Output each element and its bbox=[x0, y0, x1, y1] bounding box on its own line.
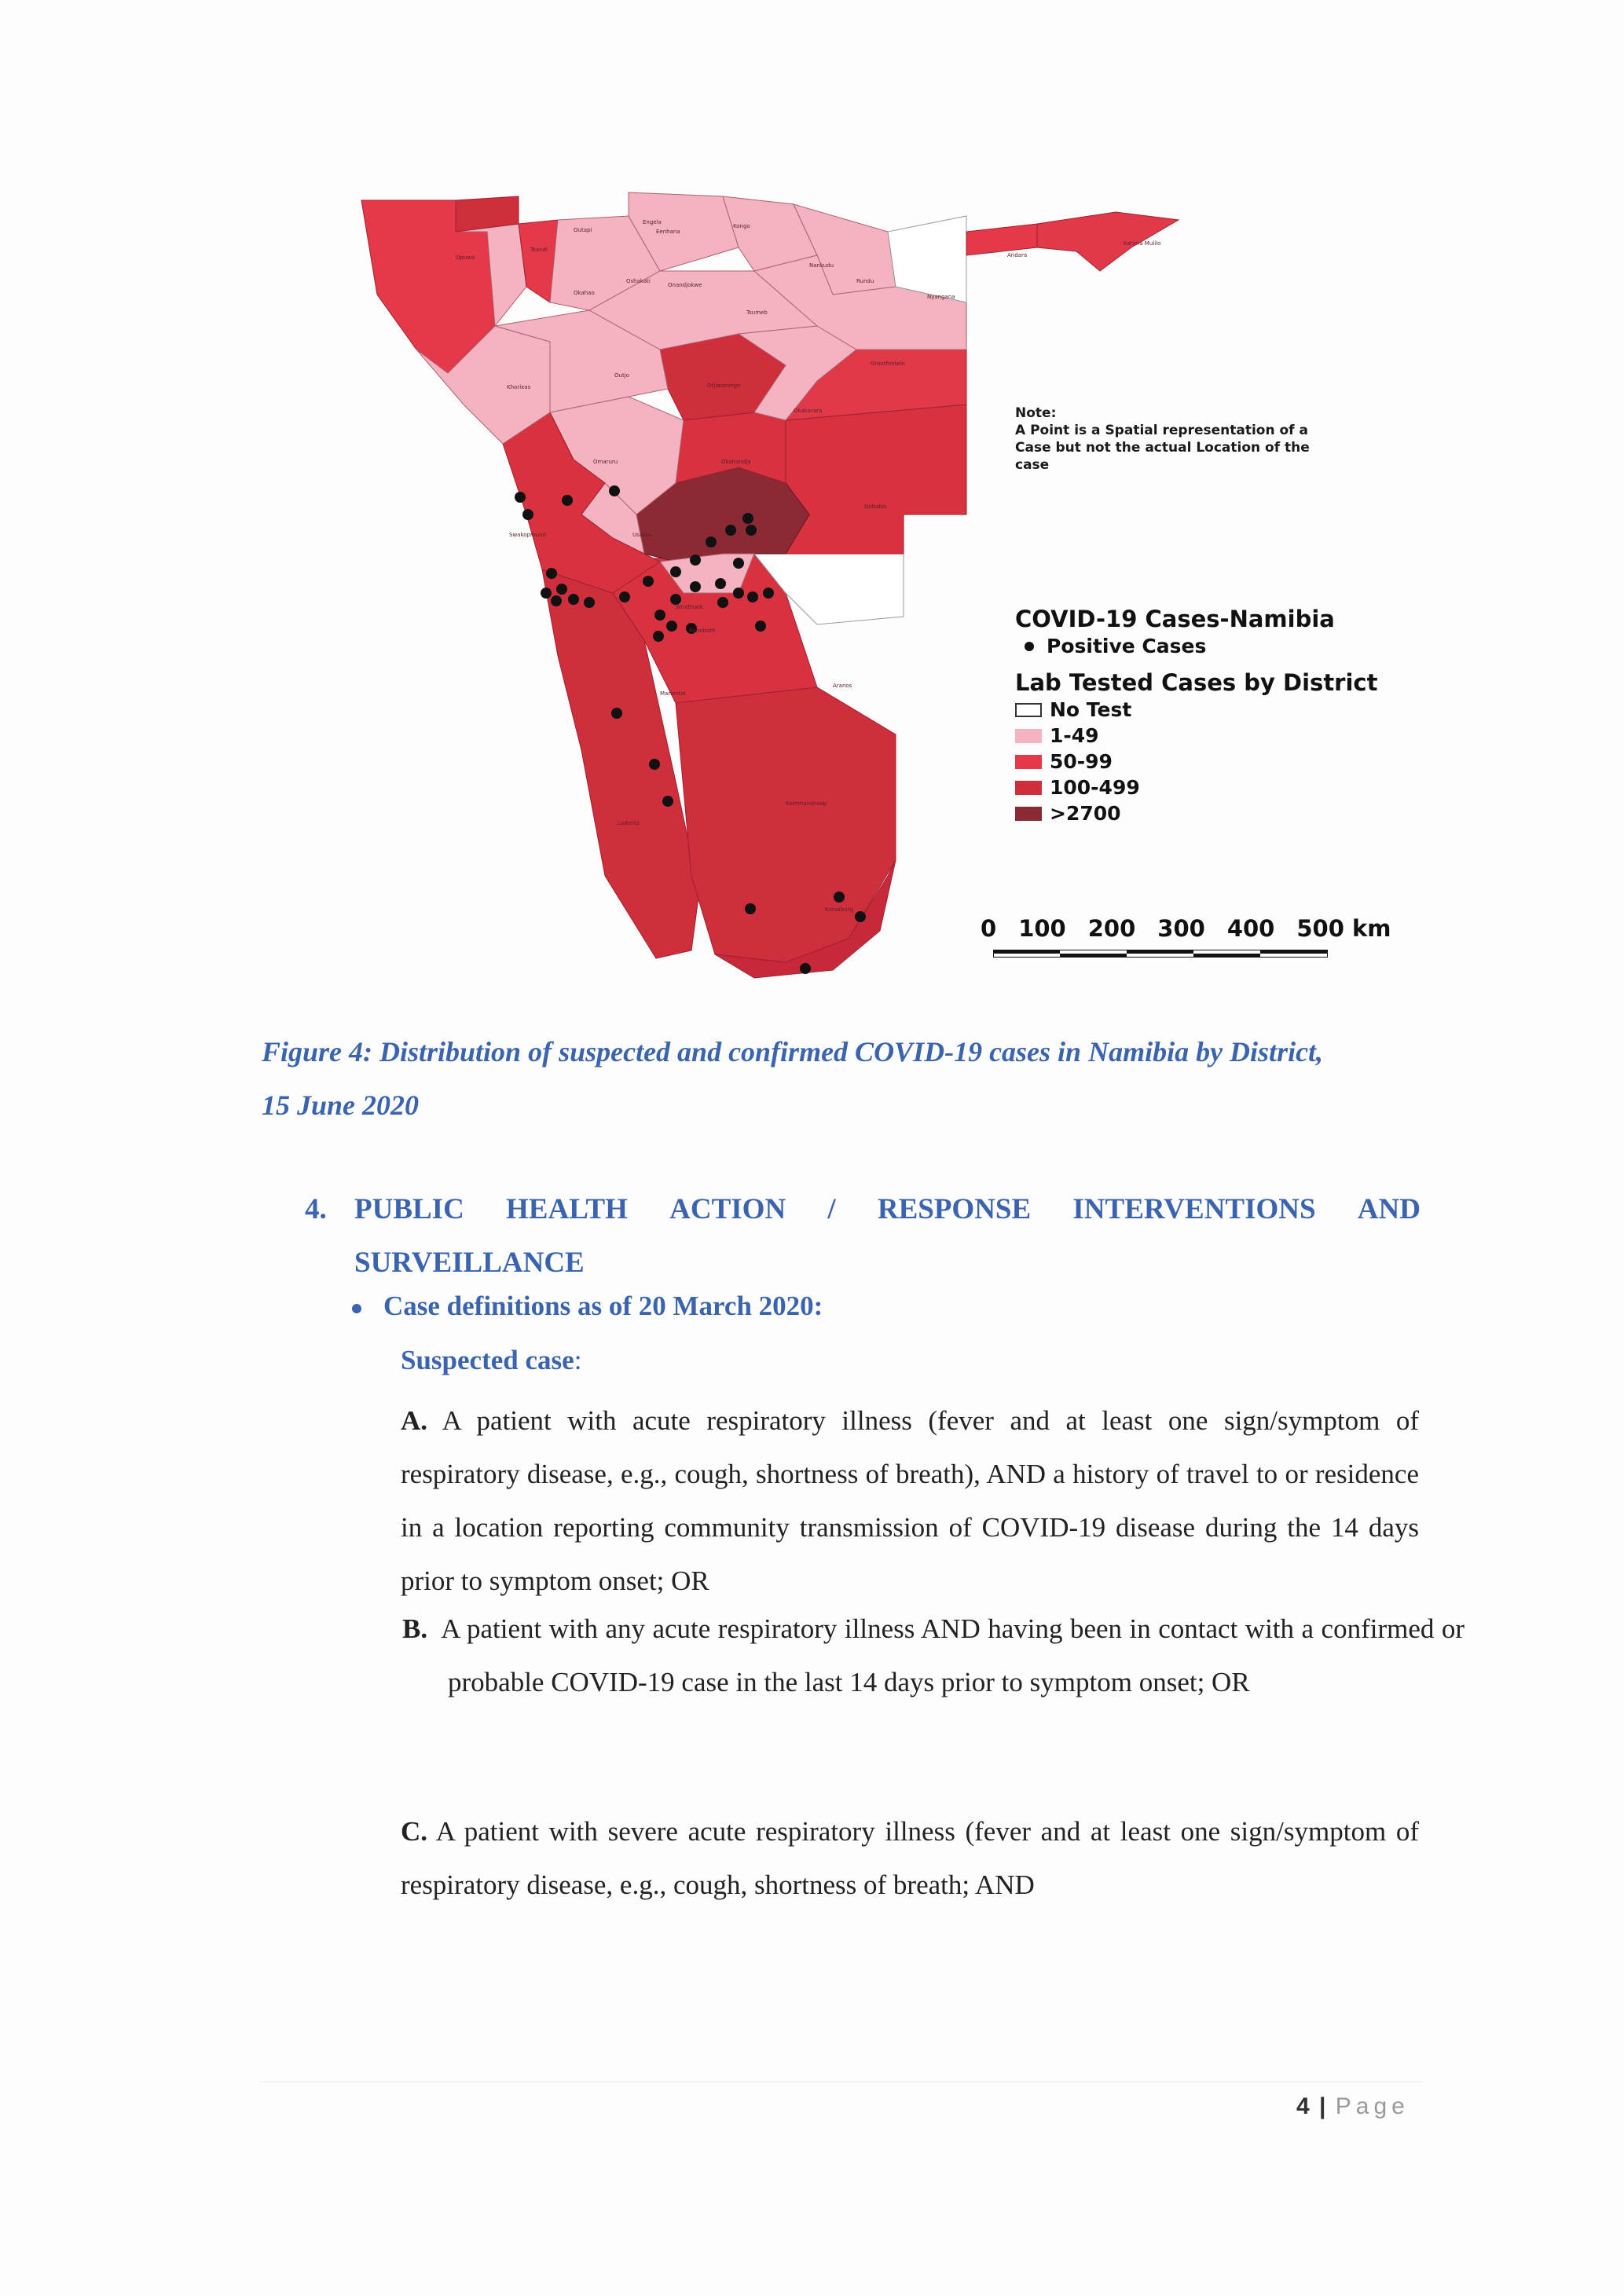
legend-swatch bbox=[1015, 729, 1042, 743]
title-word: HEALTH bbox=[506, 1193, 628, 1225]
footer-separator: | bbox=[1319, 2093, 1328, 2119]
section-number: 4. bbox=[305, 1193, 327, 1225]
district-andara bbox=[966, 224, 1037, 255]
scale-tick: 200 bbox=[1087, 915, 1136, 942]
legend-swatch bbox=[1015, 703, 1042, 717]
suspected-case-heading bbox=[401, 1345, 581, 1376]
note-line: case bbox=[1015, 457, 1050, 473]
label-mariental: Mariental bbox=[660, 690, 686, 697]
label-okakarara: Okakarara bbox=[794, 408, 823, 414]
case-point bbox=[706, 536, 717, 547]
suspected-case-label: Suspected case bbox=[401, 1345, 574, 1375]
legend-item bbox=[1015, 774, 1377, 800]
title-word: ACTION bbox=[669, 1193, 786, 1225]
case-point bbox=[755, 621, 766, 632]
scale-tick: 300 bbox=[1157, 915, 1205, 942]
definition-b-text: A patient with any acute respiratory illness AND having been in contact with a confirmed or probable COVID-19 case in the last 14 days prior to symptom onset; OR bbox=[441, 1613, 1465, 1697]
title-word: / bbox=[827, 1193, 836, 1225]
title-word: PUBLIC bbox=[354, 1193, 464, 1225]
label-karasburg: Karasburg bbox=[825, 906, 853, 913]
section-title-line-1 bbox=[354, 1182, 1421, 1237]
legend-item bbox=[1015, 697, 1377, 723]
case-point bbox=[546, 568, 557, 579]
definition-b bbox=[402, 1602, 1465, 1709]
case-point bbox=[556, 584, 567, 595]
label-onandjokwe: Onandjokwe bbox=[668, 282, 702, 288]
legend-item-label: 1-49 bbox=[1050, 724, 1099, 747]
case-point bbox=[522, 509, 533, 520]
case-point bbox=[666, 621, 677, 632]
legend-points-row bbox=[1015, 633, 1377, 659]
label-rehoboth: Rehoboth bbox=[689, 628, 716, 634]
definition-a-text: A patient with acute respiratory illness (fever and at least one sign/symptom of respiratory disease, e.g., cough, shortness of breath), AND a history of travel to or residence in a location reporting community transmission of COVID-19 disease during the 14 days prior to symptom onset; OR bbox=[401, 1405, 1419, 1596]
legend-swatch bbox=[1015, 781, 1042, 795]
label-grootfontein: Grootfontein bbox=[871, 361, 906, 367]
section-title-line-2: SURVEILLANCE bbox=[354, 1247, 585, 1279]
legend-subtitle: Lab Tested Cases by District bbox=[1015, 669, 1378, 696]
case-point bbox=[690, 555, 701, 566]
label-tsandi: Tsandi bbox=[530, 247, 548, 253]
definition-c-text: A patient with severe acute respiratory illness (fever and at least one sign/symptom of respiratory disease, e.g., cough, shortness of breath; AND bbox=[401, 1816, 1419, 1900]
case-point bbox=[733, 558, 744, 569]
caption-line-2: 15 June 2020 bbox=[262, 1089, 420, 1121]
case-point bbox=[611, 708, 622, 719]
label-oshakati: Oshakati bbox=[626, 278, 651, 284]
label-kongo: Kongo bbox=[733, 223, 750, 229]
case-point bbox=[649, 759, 660, 770]
label-aranos: Aranos bbox=[833, 683, 852, 689]
page-footer bbox=[1296, 2093, 1410, 2120]
case-point bbox=[763, 588, 774, 599]
map-legend bbox=[1015, 605, 1377, 826]
definition-c-label: C. bbox=[401, 1816, 428, 1847]
page-word: Page bbox=[1335, 2093, 1410, 2119]
case-point bbox=[745, 903, 756, 914]
legend-swatch bbox=[1015, 755, 1042, 769]
label-eenhana: Eenhana bbox=[656, 229, 680, 235]
case-point bbox=[670, 566, 681, 577]
title-word: INTERVENTIONS bbox=[1072, 1193, 1316, 1225]
legend-item-label: >2700 bbox=[1050, 802, 1121, 825]
legend-item-label: 100-499 bbox=[1050, 776, 1140, 799]
definition-b-label: B. bbox=[402, 1613, 428, 1644]
label-swakopmund: Swakopmund bbox=[509, 532, 547, 538]
case-point bbox=[800, 963, 811, 974]
legend-item bbox=[1015, 749, 1377, 774]
case-point bbox=[670, 594, 681, 605]
case-definitions-label: Case definitions as of 20 March 2020: bbox=[383, 1291, 823, 1321]
label-outjo: Outjo bbox=[614, 372, 629, 379]
case-point bbox=[653, 631, 664, 642]
legend-title: COVID-19 Cases-Namibia bbox=[1015, 606, 1335, 632]
label-engela: Engela bbox=[643, 219, 662, 225]
map-figure bbox=[346, 185, 1430, 986]
case-point bbox=[746, 525, 757, 536]
title-word: AND bbox=[1357, 1193, 1421, 1225]
map-note bbox=[1015, 405, 1361, 474]
label-katima-mulilo: Katima Mulilo bbox=[1124, 240, 1161, 247]
definition-c bbox=[401, 1805, 1419, 1912]
case-point bbox=[662, 796, 673, 807]
label-tsumeb: Tsumeb bbox=[746, 309, 768, 316]
point-symbol-icon bbox=[1025, 642, 1034, 651]
case-point bbox=[690, 581, 701, 592]
note-line: Note: bbox=[1015, 405, 1057, 421]
definition-a-label: A. bbox=[401, 1405, 428, 1436]
page-number: 4 bbox=[1296, 2093, 1311, 2119]
label-nankudu: Nankudu bbox=[809, 262, 834, 269]
legend-points-label: Positive Cases bbox=[1047, 635, 1207, 657]
case-point bbox=[855, 911, 866, 922]
legend-swatch bbox=[1015, 807, 1042, 821]
case-point bbox=[733, 588, 744, 599]
scale-bar-graphic bbox=[993, 950, 1328, 958]
case-point bbox=[562, 495, 573, 506]
legend-item-label: 50-99 bbox=[1050, 750, 1113, 773]
note-line: Case but not the actual Location of the bbox=[1015, 440, 1310, 456]
case-point bbox=[609, 485, 620, 496]
title-word: RESPONSE bbox=[877, 1193, 1032, 1225]
case-point bbox=[747, 591, 758, 602]
label-rundu: Rundu bbox=[856, 278, 874, 284]
note-line: A Point is a Spatial representation of a bbox=[1015, 423, 1308, 438]
definition-a bbox=[401, 1394, 1419, 1608]
case-point bbox=[834, 892, 845, 903]
label-opuwo: Opuwo bbox=[456, 255, 475, 261]
label-omaruru: Omaruru bbox=[593, 459, 618, 465]
case-point bbox=[654, 610, 665, 621]
case-point bbox=[717, 597, 728, 608]
case-point bbox=[725, 525, 736, 536]
case-point bbox=[742, 513, 753, 524]
legend-item bbox=[1015, 800, 1377, 826]
figure-caption bbox=[262, 1025, 1424, 1132]
label-khorixas: Khorixas bbox=[507, 384, 531, 390]
label-keetmanshoop: Keetmanshoop bbox=[786, 800, 827, 807]
case-point bbox=[619, 591, 630, 602]
scale-tick: 0 bbox=[981, 915, 997, 942]
case-point bbox=[551, 595, 562, 606]
legend-item bbox=[1015, 723, 1377, 749]
label-windhoek: Windhoek bbox=[676, 604, 703, 610]
label-okahandja: Okahandja bbox=[721, 459, 751, 465]
case-point bbox=[643, 576, 654, 587]
scale-tick: 500 km bbox=[1296, 915, 1391, 942]
label-nyangana: Nyangana bbox=[927, 294, 955, 300]
map-scale-bar bbox=[981, 915, 1391, 942]
legend-item-label: No Test bbox=[1050, 698, 1132, 721]
scale-tick: 400 bbox=[1226, 915, 1275, 942]
label-luderitz: Luderitz bbox=[618, 820, 640, 826]
scale-tick: 100 bbox=[1018, 915, 1066, 942]
caption-line-1: Figure 4: Distribution of suspected and confirmed COVID-19 cases in Namibia by District, bbox=[262, 1036, 1324, 1067]
label-gobabis: Gobabis bbox=[864, 504, 887, 510]
case-point bbox=[715, 578, 726, 589]
label-otjiwarongo: Otjiwarongo bbox=[707, 383, 741, 389]
case-point bbox=[568, 594, 579, 605]
label-andara: Andara bbox=[1007, 252, 1028, 258]
suspected-case-colon: : bbox=[574, 1345, 582, 1375]
label-usakos: Usakos bbox=[632, 532, 652, 538]
case-point bbox=[584, 597, 595, 608]
case-point bbox=[541, 588, 552, 599]
label-okahao: Okahao bbox=[574, 290, 595, 296]
namibia-district-map bbox=[346, 185, 1430, 986]
case-definitions-heading bbox=[352, 1291, 823, 1322]
label-outapi: Outapi bbox=[574, 227, 592, 233]
bullet-icon bbox=[352, 1304, 361, 1313]
case-point bbox=[515, 492, 526, 503]
